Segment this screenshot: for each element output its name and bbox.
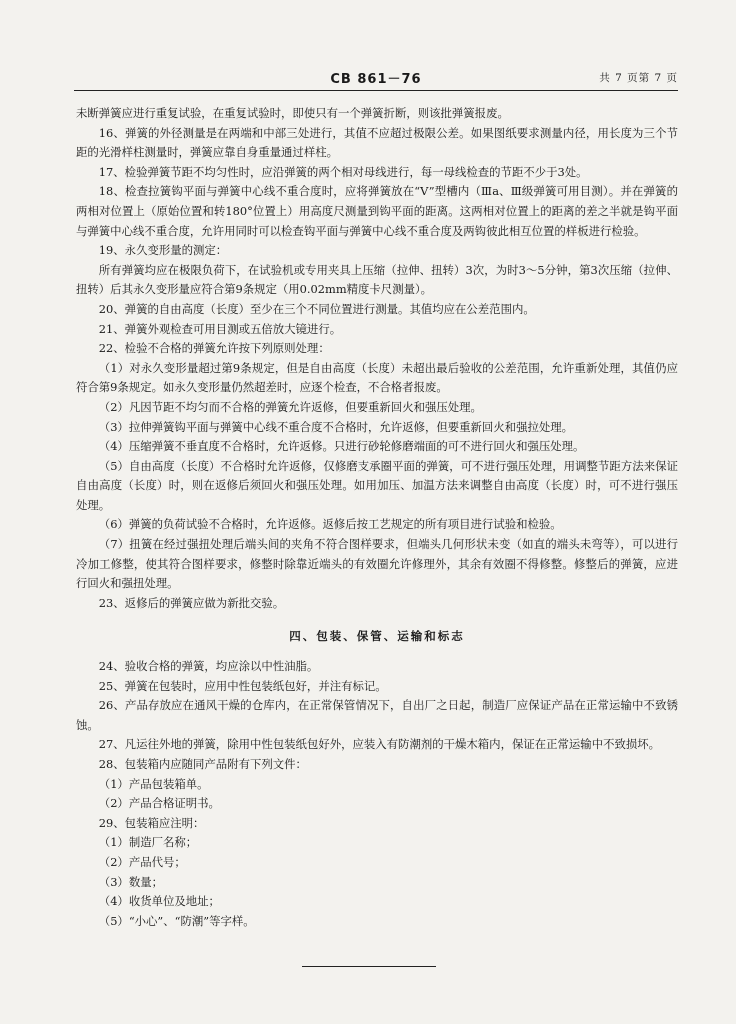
page-number: 共 7 页第 7 页 [599,72,678,84]
paragraph: 21、弹簧外观检查可用目测或五倍放大镜进行。 [98,321,342,336]
paragraph: （1）产品包装箱单。 [98,776,209,791]
paragraph: （3）拉伸弹簧钩平面与弹簧中心线不重合度不合格时，允许返修，但要重新回火和强拉处理。 [98,419,574,434]
standard-code: CB 861－76 [330,72,422,87]
paragraph: 25、弹簧在包装时，应用中性包装纸包好，并注有标记。 [98,678,387,693]
paragraph: （7）扭簧在经过强扭处理后端头间的夹角不符合图样要求，但端头几何形状未变（如直的端头未弯等），可以进行冷加工修整，使其符合图样要求，修整时除靠近端头的有效圈允许修理外，其余有效圈不得修整。修整后的弹簧，应进行回火和强扭处理。 [76,537,678,591]
document-body [76,104,678,931]
paragraph: 未断弹簧应进行重复试验，在重复试验时，即使只有一个弹簧折断，则该批弹簧报废。 [76,106,509,120]
end-rule [302,966,436,967]
paragraph: 20、弹簧的自由高度（长度）至少在三个不同位置进行测量。其值均应在公差范围内。 [98,301,535,316]
paragraph: （2）产品合格证明书。 [98,796,220,811]
paragraph: 29、包装箱应注明： [98,815,205,830]
paragraph: （1）对永久变形量超过第9条规定，但是自由高度（长度）未超出最后验收的公差范围，允许重新处理，其值仍应符合第9条规定。如永久变形量仍然超差时，应逐个检查，不合格者报废。 [76,360,678,395]
paragraph: （3）数量； [98,874,163,889]
paragraph: 26、产品存放应在通风干燥的仓库内，在正常保管情况下，自出厂之日起，制造厂应保证产品在正常运输中不致锈蚀。 [76,698,678,732]
paragraph: 17、检验弹簧节距不均匀性时，应沿弹簧的两个相对母线进行，每一母线检查的节距不少于3处。 [98,164,588,179]
paragraph: 19、永久变形量的测定： [98,243,228,258]
paragraph: 22、检验不合格的弹簧允许按下列原则处理： [98,341,330,356]
paragraph: （2）产品代号； [98,854,186,869]
paragraph: 28、包装箱内应随同产品附有下列文件： [98,757,307,771]
page-header [74,64,678,91]
paragraph: （5）自由高度（长度）不合格时允许返修，仅修磨支承圈平面的弹簧，可不进行强压处理，用调整节距方法来保证自由高度（长度）时，则在返修后须回火和强压处理。如用加压、加温方法来调整自由高度（长度）时，可不进行强压处理。 [76,458,678,512]
paragraph: 27、凡运往外地的弹簧，除用中性包装纸包好外，应装入有防潮剂的干燥木箱内，保证在正常运输中不致损坏。 [98,737,661,752]
paragraph: 所有弹簧均应在极限负荷下，在试验机或专用夹具上压缩（拉伸、扭转）3次，为时3～5分钟，第3次压缩（拉伸、扭转）后其永久变形量应符合第9条规定（用0.02mm精度卡尺测量）。 [76,262,678,297]
paragraph: （4）压缩弹簧不垂直度不合格时，允许返修。只进行砂轮修磨端面的可不进行回火和强压处理。 [98,439,585,454]
inspection-clauses [76,104,678,613]
paragraph: （4）收货单位及地址； [98,894,220,909]
paragraph: 18、检查拉簧钩平面与弹簧中心线不重合度时，应将弹簧放在“V”型槽内（Ⅲa、Ⅲ级弹簧可用目测）。并在弹簧的两相对位置上（原始位置和转180°位置上）用高度尺测量到钩平面的距离。这两相对位置上的距离的差之半就是钩平面与弹簧中心线不重合度，允许用同时可以检查钩平面与弹簧中心线不重合度及两钩彼此相互位置的样板进行检验。 [76,184,678,238]
paragraph: （2）凡因节距不均匀而不合格的弹簧允许返修，但要重新回火和强压处理。 [98,399,482,414]
paragraph: 16、弹簧的外径测量是在两端和中部三处进行，其值不应超过极限公差。如果图纸要求测量内径，用长度为三个节距的光滑样柱测量时，弹簧应靠自身重量通过样柱。 [76,125,678,160]
paragraph: （5）“小心”、“防潮”等字样。 [98,913,255,928]
section-title: 四、包装、保管、运输和标志 [289,629,465,644]
paragraph: （1）制造厂名称； [98,835,198,850]
paragraph: 23、返修后的弹簧应做为新批交验。 [98,595,285,610]
paragraph: （6）弹簧的负荷试验不合格时，允许返修。返修后按工艺规定的所有项目进行试验和检验。 [98,517,562,532]
paragraph: 24、验收合格的弹簧，均应涂以中性油脂。 [98,659,319,674]
packaging-clauses [76,657,678,931]
